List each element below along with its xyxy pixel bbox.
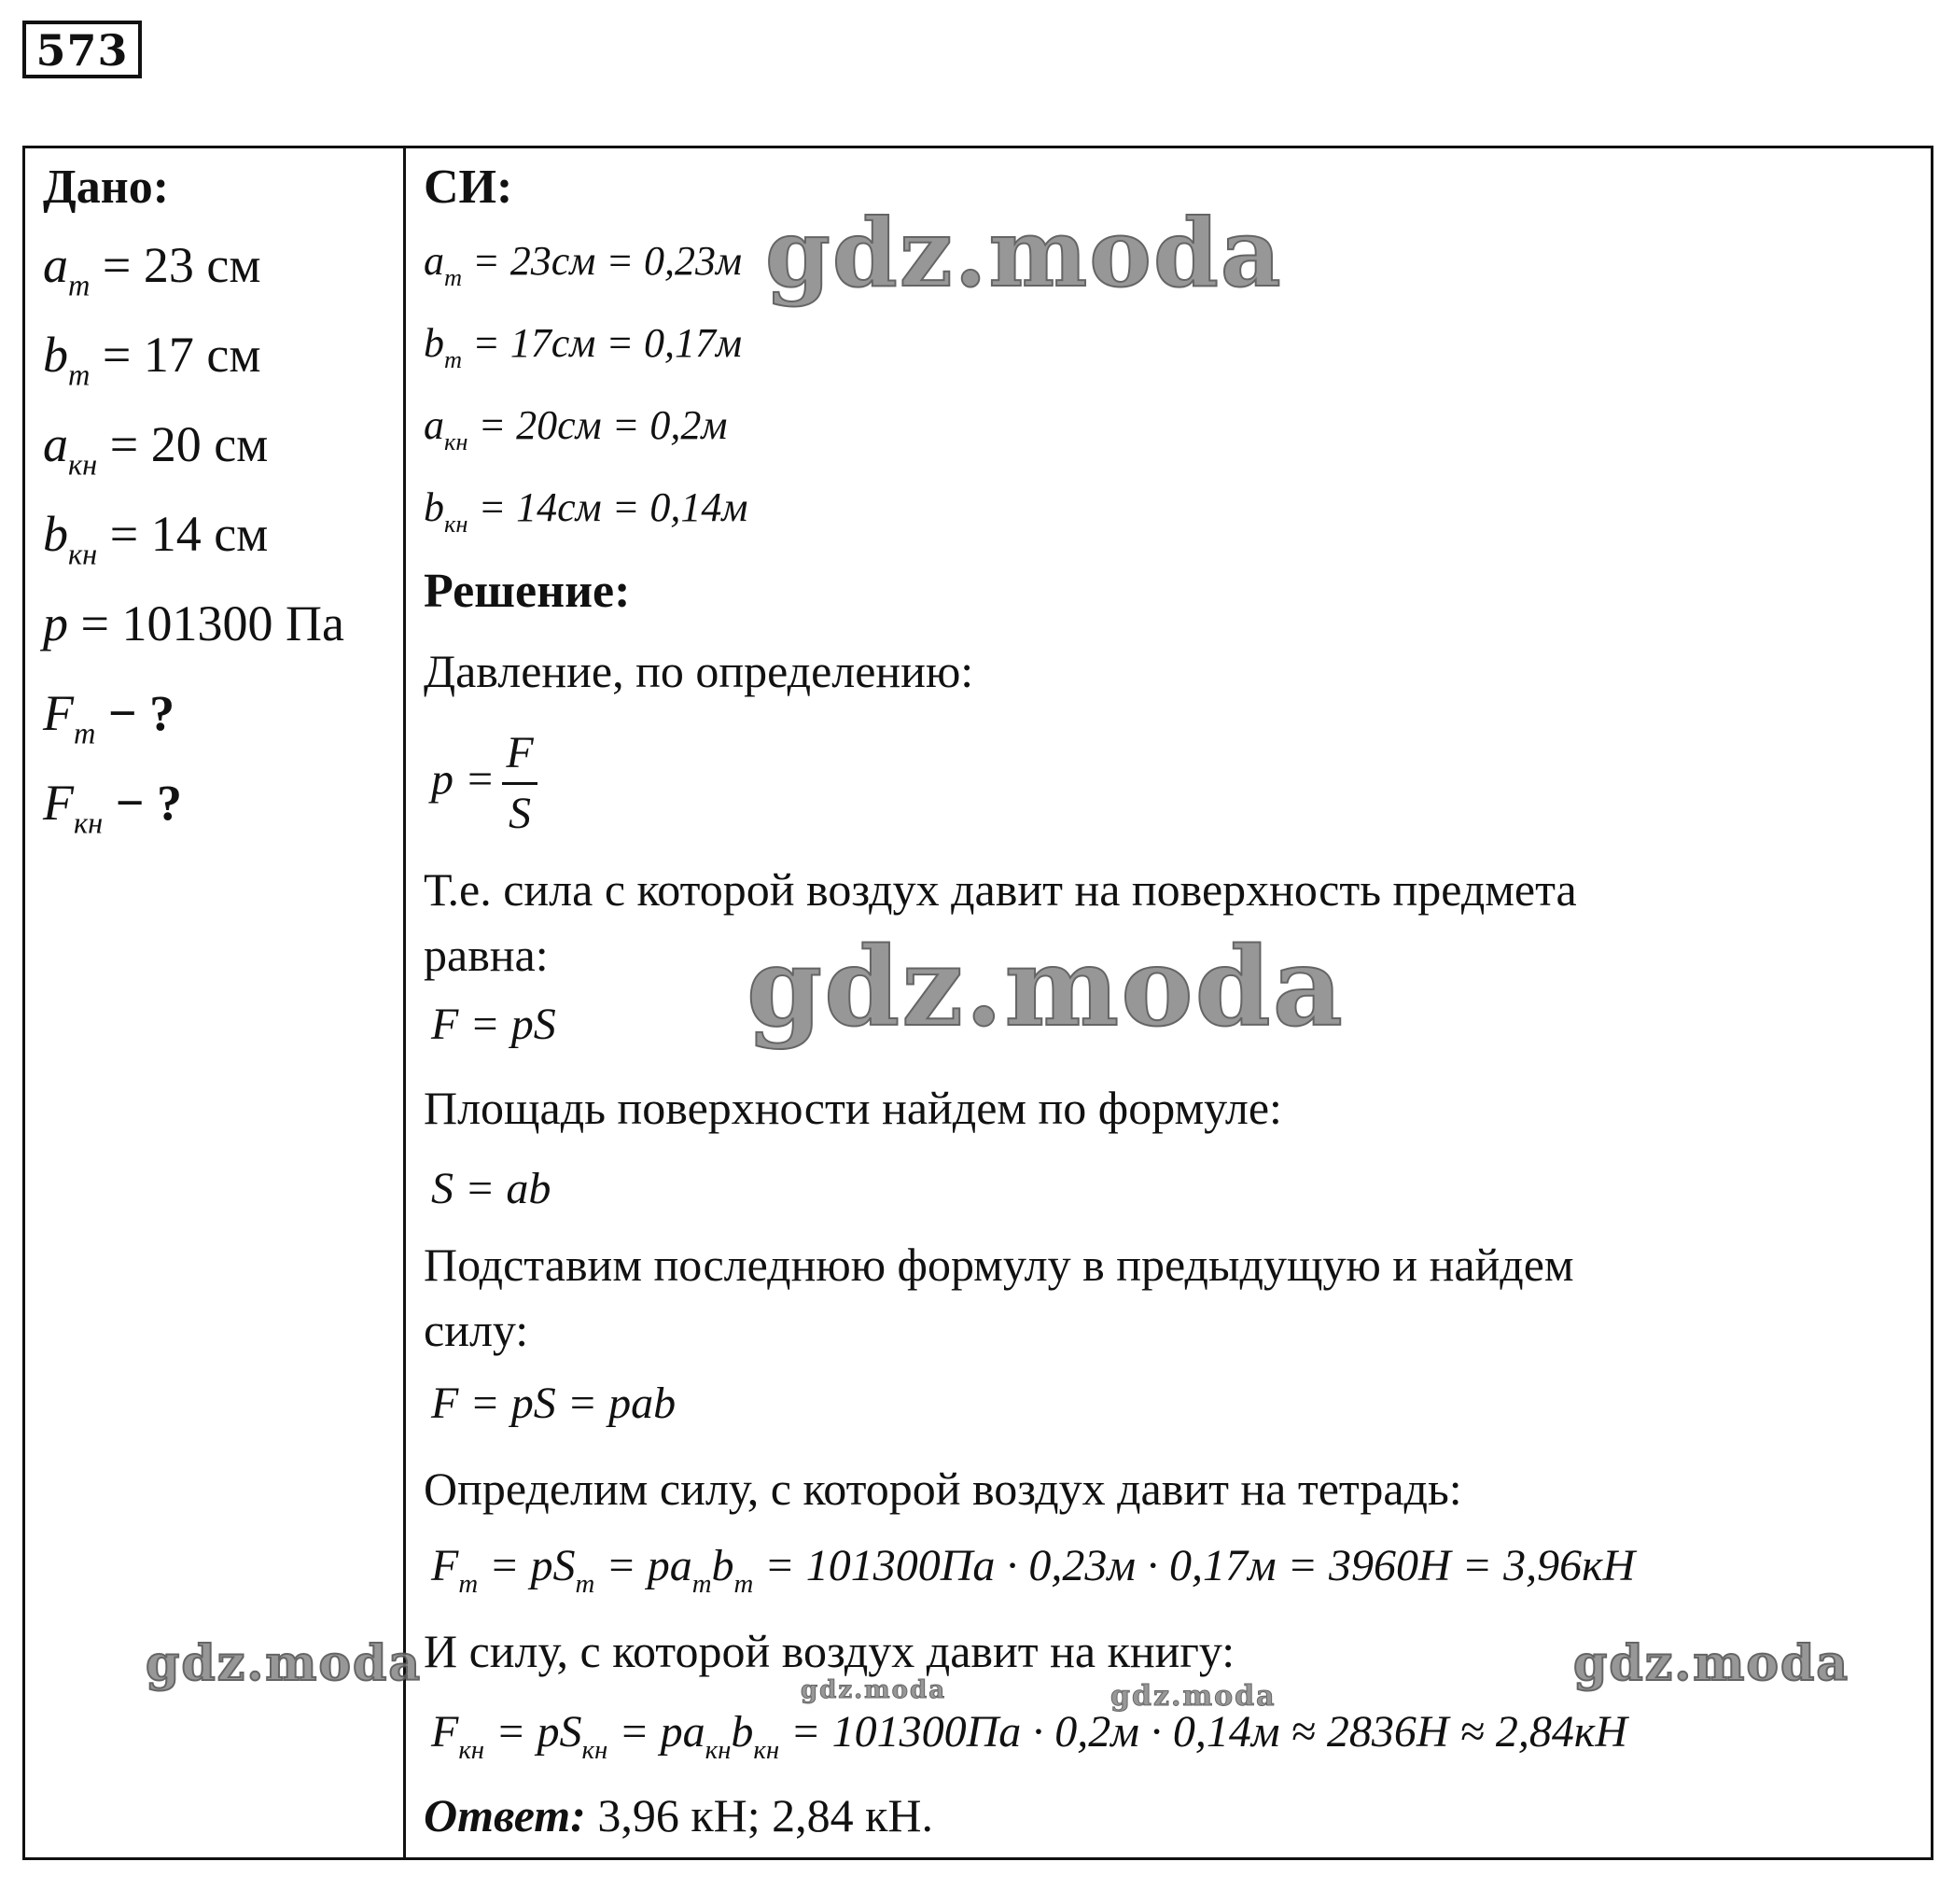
given-row: $b_т = 17$ см — [43, 327, 261, 393]
text-area: Площадь поверхности найдем по формуле: — [424, 1082, 1282, 1134]
watermark: gdz.moda — [801, 1676, 947, 1704]
given-header: Дано: — [43, 161, 170, 214]
problem-number: 573 — [22, 21, 142, 78]
text-notebook: Определим силу, с которой воздух давит на тетрадь: — [424, 1463, 1462, 1515]
formula-pressure: p = $\frac{F}{S}$ — [431, 724, 537, 843]
watermark: gdz.moda — [765, 198, 1283, 308]
formula-book: $F_{кн} = pS_{кн} = pa_{кн}b_{кн} = 101300Па \cdot 0,2м \cdot 0,14м \approx 2836Н \approx 2,84кН$ — [431, 1707, 1627, 1765]
given-row: $a_{кн} = 20$ см — [43, 416, 269, 483]
text-substitute-b: силу: — [424, 1304, 529, 1356]
given-row: p = 101300 Па — [43, 595, 344, 651]
watermark: gdz.moda — [1573, 1635, 1850, 1692]
answer-line: Ответ: 3,96 кН; 2,84 кН. — [424, 1789, 934, 1841]
given-row: $b_{кн} = 14$ см — [43, 506, 269, 572]
formula-force: F = pS — [431, 1000, 556, 1049]
si-header: СИ: — [424, 161, 513, 214]
solution-header: Решение: — [424, 565, 631, 618]
formula-area: S = ab — [431, 1164, 551, 1213]
watermark: gdz.moda — [1110, 1680, 1277, 1713]
given-row: $a_т = 23$ см — [43, 237, 261, 303]
text-book: И силу, с которой воздух давит на книгу: — [424, 1625, 1235, 1677]
text-substitute-a: Подставим последнюю формулу в предыдущую и найдем — [424, 1239, 1574, 1291]
text-pressure-definition: Давление, по определению: — [424, 645, 974, 697]
si-row: $a_т = 23см = 0,23м$ — [424, 238, 743, 291]
column-divider — [403, 146, 406, 1860]
given-column — [43, 155, 398, 847]
si-row: $a_{кн} = 20см = 0,2м$ — [424, 402, 728, 455]
watermark: gdz.moda — [146, 1635, 423, 1692]
text-force-b: равна: — [424, 929, 549, 981]
formula-force-pab: F = pS = pab — [431, 1379, 677, 1428]
watermark: gdz.moda — [747, 924, 1345, 1051]
si-row: $b_{кн} = 14см = 0,14м$ — [424, 484, 748, 538]
given-row: $F_{кн}$ − ? — [43, 775, 183, 841]
formula-notebook: $F_т = pS_т = pa_тb_т = 101300Па \cdot 0,23м \cdot 0,17м = 3960Н = 3,96кН$ — [431, 1541, 1636, 1599]
given-row: $F_т$ − ? — [43, 685, 175, 751]
text-force-a: Т.е. сила с которой воздух давит на поверхность предмета — [424, 863, 1577, 916]
si-row: $b_т = 17см = 0,17м$ — [424, 320, 743, 373]
